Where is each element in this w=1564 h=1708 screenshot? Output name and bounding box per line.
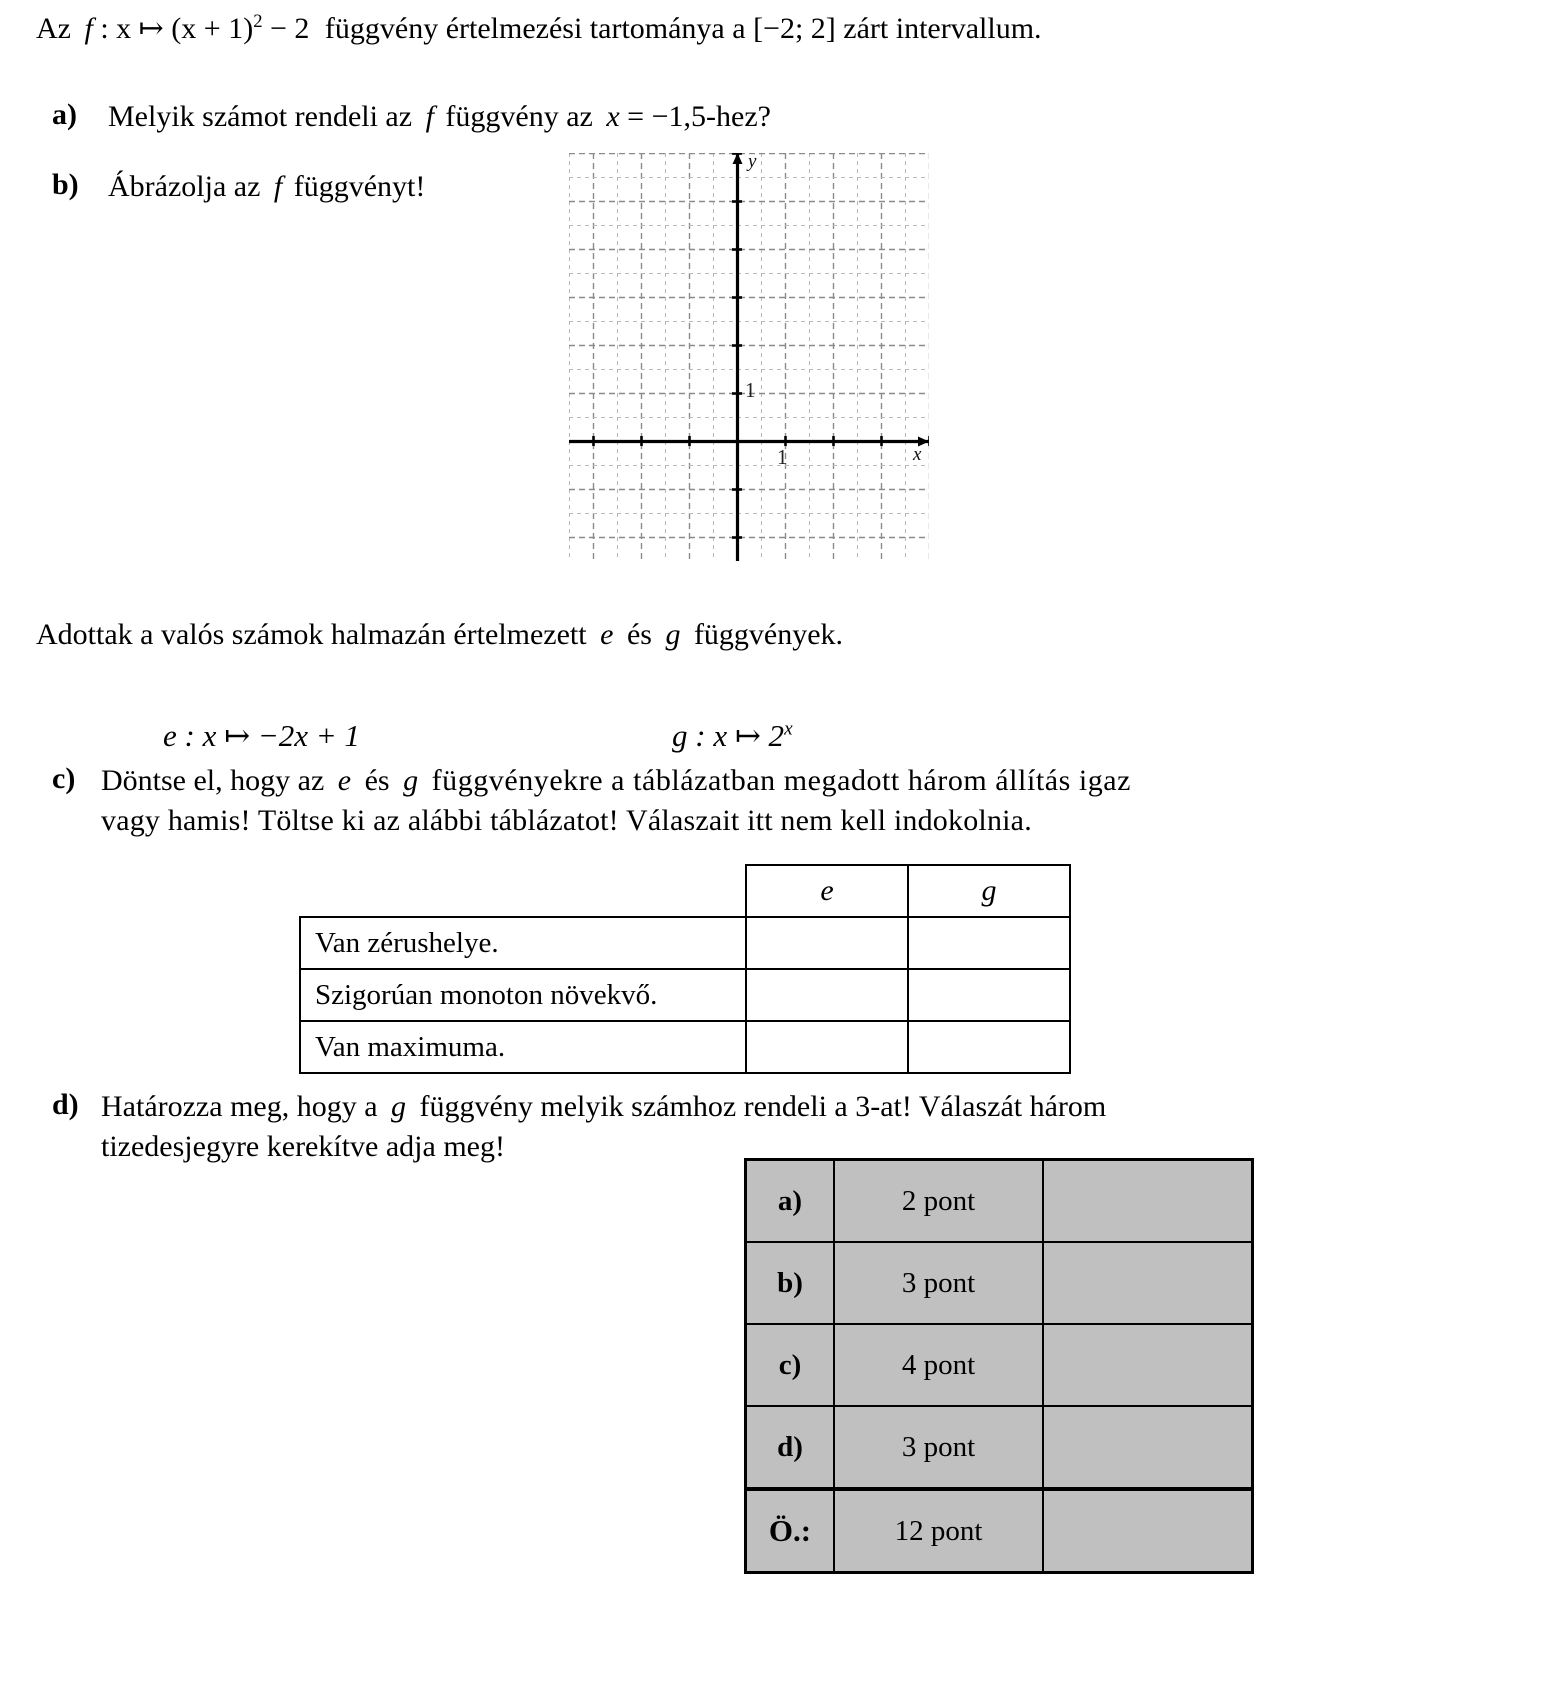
- part-a-text: [108, 98, 771, 136]
- score-row: [746, 1242, 1253, 1324]
- table-row: [300, 1021, 1070, 1073]
- part-b-text-2: függvényt!: [293, 170, 426, 203]
- part-b-var-f: f: [273, 170, 283, 203]
- part-c-text-a: Döntse el, hogy az: [101, 764, 325, 797]
- part-c-letter: c): [52, 762, 76, 795]
- part-a-var-f: f: [425, 100, 434, 133]
- truth-statement-0: Van zérushelye.: [300, 917, 746, 969]
- score-label-b: b): [746, 1242, 835, 1324]
- functions-intro-b: és: [626, 618, 652, 651]
- part-a-math: x = −1,5: [606, 100, 707, 133]
- truth-answer-2-g[interactable]: [908, 1021, 1070, 1073]
- score-label-d: d): [746, 1406, 835, 1489]
- score-points-d: 3 pont: [834, 1406, 1043, 1489]
- score-awarded-b[interactable]: [1043, 1242, 1253, 1324]
- problem-formula: [84, 12, 309, 45]
- function-e-definition: [163, 718, 360, 754]
- part-b-letter: b): [52, 168, 79, 201]
- x-axis-label: x: [913, 444, 922, 465]
- functions-intro-var-e: e: [600, 618, 614, 651]
- problem-formula-tail: − 2: [262, 12, 310, 45]
- part-d-text-b: függvény melyik számhoz rendeli a 3-at! Válaszát három: [419, 1090, 1107, 1123]
- part-c-text-b: és: [364, 764, 390, 797]
- y-unit-tick-label: 1: [745, 378, 756, 402]
- score-total-awarded[interactable]: [1043, 1489, 1253, 1573]
- score-row: [746, 1324, 1253, 1406]
- truth-table: [299, 864, 1071, 1074]
- truth-answer-0-e[interactable]: [746, 917, 908, 969]
- problem-lead-rest: függvény értelmezési tartománya a [−2; 2] zárt intervallum.: [324, 12, 1042, 45]
- truth-table-header-e: e: [746, 865, 908, 917]
- truth-table-header-g: g: [908, 865, 1070, 917]
- score-label-a: a): [746, 1160, 835, 1243]
- table-row: [300, 969, 1070, 1021]
- score-label-c: c): [746, 1324, 835, 1406]
- function-g-name: g: [672, 718, 688, 753]
- function-e-body: : x ↦ −2x + 1: [176, 718, 360, 753]
- part-d-letter: d): [52, 1088, 79, 1121]
- function-g-exponent: x: [784, 718, 793, 740]
- truth-table-corner: [300, 865, 746, 917]
- part-d-var-g: g: [391, 1090, 407, 1123]
- part-b-text: [108, 168, 425, 206]
- part-c-var-e: e: [337, 764, 352, 797]
- problem-formula-exponent: 2: [253, 11, 263, 32]
- x-unit-tick-label: 1: [777, 445, 788, 469]
- function-g-definition: [672, 718, 793, 754]
- part-a-text-3: -hez?: [706, 100, 771, 133]
- problem-formula-body: : x ↦ (x + 1): [92, 12, 254, 45]
- score-row: [746, 1160, 1253, 1243]
- score-points-c: 4 pont: [834, 1324, 1043, 1406]
- truth-statement-2: Van maximuma.: [300, 1021, 746, 1073]
- score-awarded-c[interactable]: [1043, 1324, 1253, 1406]
- score-points-a: 2 pont: [834, 1160, 1043, 1243]
- truth-answer-2-e[interactable]: [746, 1021, 908, 1073]
- part-d-line-1: [101, 1088, 1106, 1126]
- score-table: [744, 1158, 1254, 1574]
- score-awarded-a[interactable]: [1043, 1160, 1253, 1243]
- part-a-text-2: függvény az: [445, 100, 593, 133]
- score-total-points: 12 pont: [834, 1489, 1043, 1573]
- coordinate-grid-svg: [569, 153, 929, 561]
- problem-statement: [36, 10, 1042, 48]
- part-d-line-2: tizedesjegyre kerekítve adja meg!: [101, 1130, 505, 1163]
- truth-table-header-row: [300, 865, 1070, 917]
- score-row: [746, 1406, 1253, 1489]
- functions-intro-var-g: g: [665, 618, 681, 651]
- truth-answer-1-e[interactable]: [746, 969, 908, 1021]
- part-d-text-a: Határozza meg, hogy a: [101, 1090, 378, 1123]
- coordinate-grid: [569, 153, 931, 578]
- table-row: [300, 917, 1070, 969]
- truth-answer-0-g[interactable]: [908, 917, 1070, 969]
- functions-intro-a: Adottak a valós számok halmazán értelmezett: [36, 618, 587, 651]
- part-a-text-1: Melyik számot rendeli az: [108, 100, 413, 133]
- y-axis-label: y: [748, 151, 757, 172]
- functions-intro-c: függvények.: [693, 618, 844, 651]
- part-c-line-2: vagy hamis! Töltse ki az alábbi táblázatot! Válaszait itt nem kell indokolnia.: [101, 804, 1032, 837]
- truth-statement-1: Szigorúan monoton növekvő.: [300, 969, 746, 1021]
- function-g-body: : x ↦ 2: [687, 718, 785, 753]
- score-total-row: [746, 1489, 1253, 1573]
- part-c-text-c: függvényekre a táblázatban megadott három állítás igaz: [431, 764, 1132, 797]
- part-b-text-1: Ábrázolja az: [108, 170, 261, 203]
- score-awarded-d[interactable]: [1043, 1406, 1253, 1489]
- part-c-line-1: [101, 762, 1131, 800]
- part-a-letter: a): [52, 98, 77, 131]
- score-total-label: Ö.:: [746, 1489, 835, 1573]
- score-points-b: 3 pont: [834, 1242, 1043, 1324]
- problem-lead-prefix: Az: [36, 12, 71, 45]
- function-e-name: e: [163, 718, 177, 753]
- function-name-f: f: [84, 12, 93, 45]
- functions-intro-sentence: [36, 616, 843, 654]
- part-c-var-g: g: [403, 764, 419, 797]
- truth-answer-1-g[interactable]: [908, 969, 1070, 1021]
